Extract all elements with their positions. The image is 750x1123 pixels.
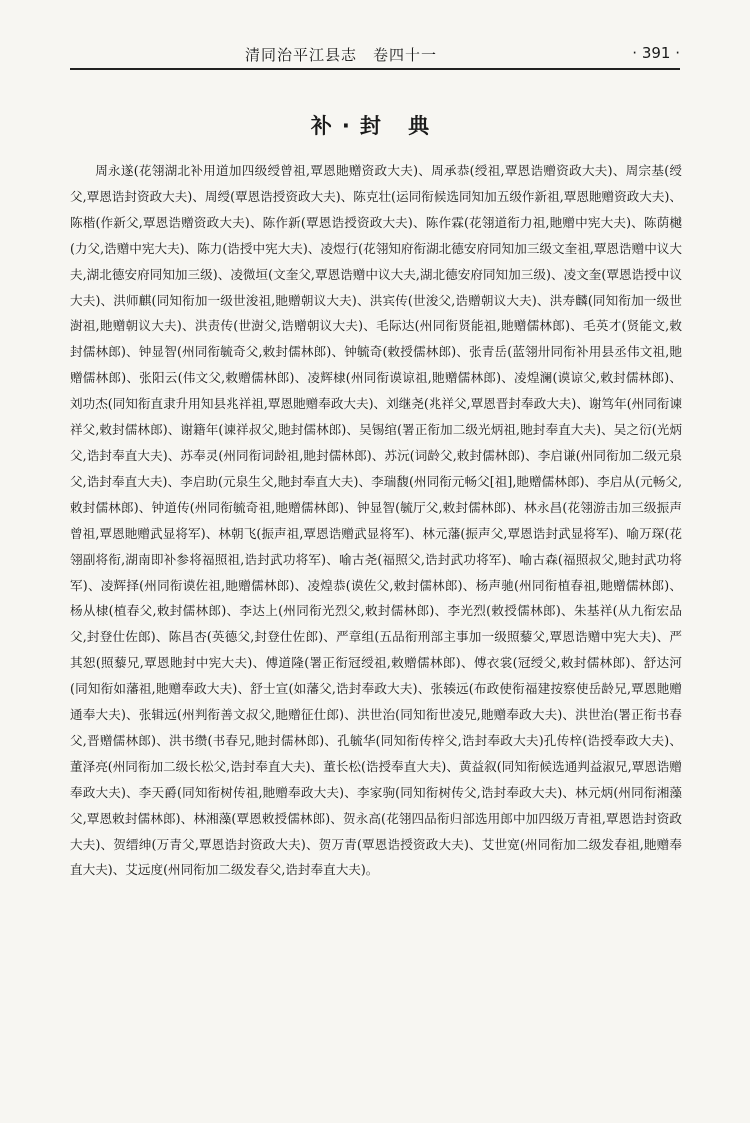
page-number: · 391 · xyxy=(632,44,680,62)
running-header-title: 清同治平江县志 卷四十一 xyxy=(245,46,438,64)
section-title: 补·封 典 xyxy=(310,114,440,138)
body-paragraph: 周永遂(花翎湖北补用道加四级绶曾祖,覃恩貤赠资政大夫)、周承恭(绶祖,覃恩诰赠资政大夫)、周宗基(绶父,覃恩诰封资政大夫)、周绶(覃恩诰授资政大夫)、陈克壮(运同衔候选同知加五级作新祖,覃恩貤赠资政大夫)、陈楷(作新父,覃恩诰赠资政大夫)、陈作新(覃恩诰授资政大夫)、陈作霖(花翎道衔力祖,貤赠中宪大夫)、陈荫樾(力父,诰赠中宪大夫)、陈力(诰授中宪大夫)、凌煜行(花翎知府衔湖北德安府同知加三级文奎祖,覃恩诰赠中议大夫,湖北德安府同知加三级)、凌微垣(文奎父,覃恩诰赠中议大夫,湖北德安府同知加三级)、凌文奎(覃恩诰授中议大夫)、洪师麒(同知衔加一级世浚祖,貤赠朝议大夫)、洪宾传(世浚父,诰赠朝议大夫)、洪寿麟(同知衔加一级世澍祖,貤赠朝议大夫)、洪责传(世澍父,诰赠朝议大夫)、毛际达(州同衔贤能祖,貤赠儒林郎)、毛英才(贤能文,敕封儒林郎)、钟显智(州同衔毓奇父,敕封儒林郎)、钟毓奇(敕授儒林郎)、张青岳(蓝翎卅同衔补用县丞伟文祖,貤赠儒林郎)、张阳云(伟文父,敕赠儒林郎)、凌辉棣(州同衔谟谅祖,貤赠儒林郎)、凌煌澜(谟谅父,敕封儒林郎)、刘功杰(同知衔直隶升用知县兆祥祖,覃恩貤赠奉政大夫)、刘继尧(兆祥父,覃恩晋封奉政大夫)、谢笃年(州同衔谏祥父,敕封儒林郎)、谢籍年(谏祥叔父,貤封儒林郎)、吴锡绾(署正衔加二级光炳祖,貤封奉直大夫)、吴之衍(光炳父,诰封奉直大夫)、苏奉灵(州同衔词龄祖,貤封儒林郎)、苏沅(词龄父,敕封儒林郎)、李启谦(州同衔加二级元泉父,诰封奉直大夫)、李启助(元泉生父,貤封奉直大夫)、李瑞馥(州同衔元畅父[祖],貤赠儒林郎)、李启从(元畅父,敕封儒林郎)、钟道传(州同衔毓奇祖,貤赠儒林郎)、钟显智(毓厅父,敕封儒林郎)、林永昌(花翎游击加三级振声曾祖,覃恩貤赠武显将军)、林朝飞(振声祖,覃恩诰赠武显将军)、林元藩(振声父,覃恩诰封武显将军)、喻万琛(花翎副将衔,湖南即补参将福照祖,诰封武功将军)、喻古尧(福照父,诰封武功将军)、喻古森(福照叔父,貤封武功将军)、凌辉择(州同衔谟佐祖,貤赠儒林郎)、凌煌恭(谟佐父,敕封儒林郎)、杨声驰(州同衔植春祖,貤赠儒林郎)、杨从棣(植春父,敕封儒林郎)、李达上(州同衔光烈父,敕封儒林郎)、李光烈(敕授儒林郎)、朱基祥(从九衔宏品父,封登仕佐郎)、陈昌杏(英德父,封登仕佐郎)、严章组(五品衔刑部主事加一级照藜父,覃恩诰赠中宪大夫)、严其恕(照藜兄,覃恩貤封中宪大夫)、傅道隆(署正衔冠绶祖,敕赠儒林郎)、傅衣裳(冠绶父,敕封儒林郎)、舒达河(同知衔如藩祖,貤赠奉政大夫)、舒士宣(如藩父,诰封奉政大夫)、张辏远(布政使衔福建按察使岳龄兄,覃恩貤赠通奉大夫)、张辑远(州判衔善文叔父,貤赠征仕郎)、洪世治(同知衔世凌兄,貤赠奉政大夫)、洪世治(署正衔书春父,晋赠儒林郎)、洪书缵(书春兄,貤封儒林郎)、孔毓华(同知衔传梓父,诰封奉政大夫)孔传梓(诰授奉政大夫)、董泽亮(州同衔加二级长松父,诰封奉直大夫)、董长松(诰授奉直大夫)、黄益叙(同知衔候选通判益淑兄,覃恩诰赠奉政大夫)、李天爵(同知衔树传祖,貤赠奉政大夫)、李家驹(同知衔树传父,诰封奉政大夫)、林元炳(州同衔湘藻父,覃恩敕封儒林郎)、林湘藻(覃恩敕授儒林郎)、贺永高(花翎四品衔归部选用郎中加四级万青祖,覃恩诰封资政大夫)、贺缙绅(万青父,覃恩诰封资政大夫)、贺万青(覃恩诰授资政大夫)、艾世宽(州同衔加二级发春祖,貤赠奉直大夫)、艾远度(州同衔加二级发春父,诰封奉直大夫)。 xyxy=(70,163,682,878)
page-header xyxy=(70,40,680,74)
header-rule xyxy=(70,68,680,70)
